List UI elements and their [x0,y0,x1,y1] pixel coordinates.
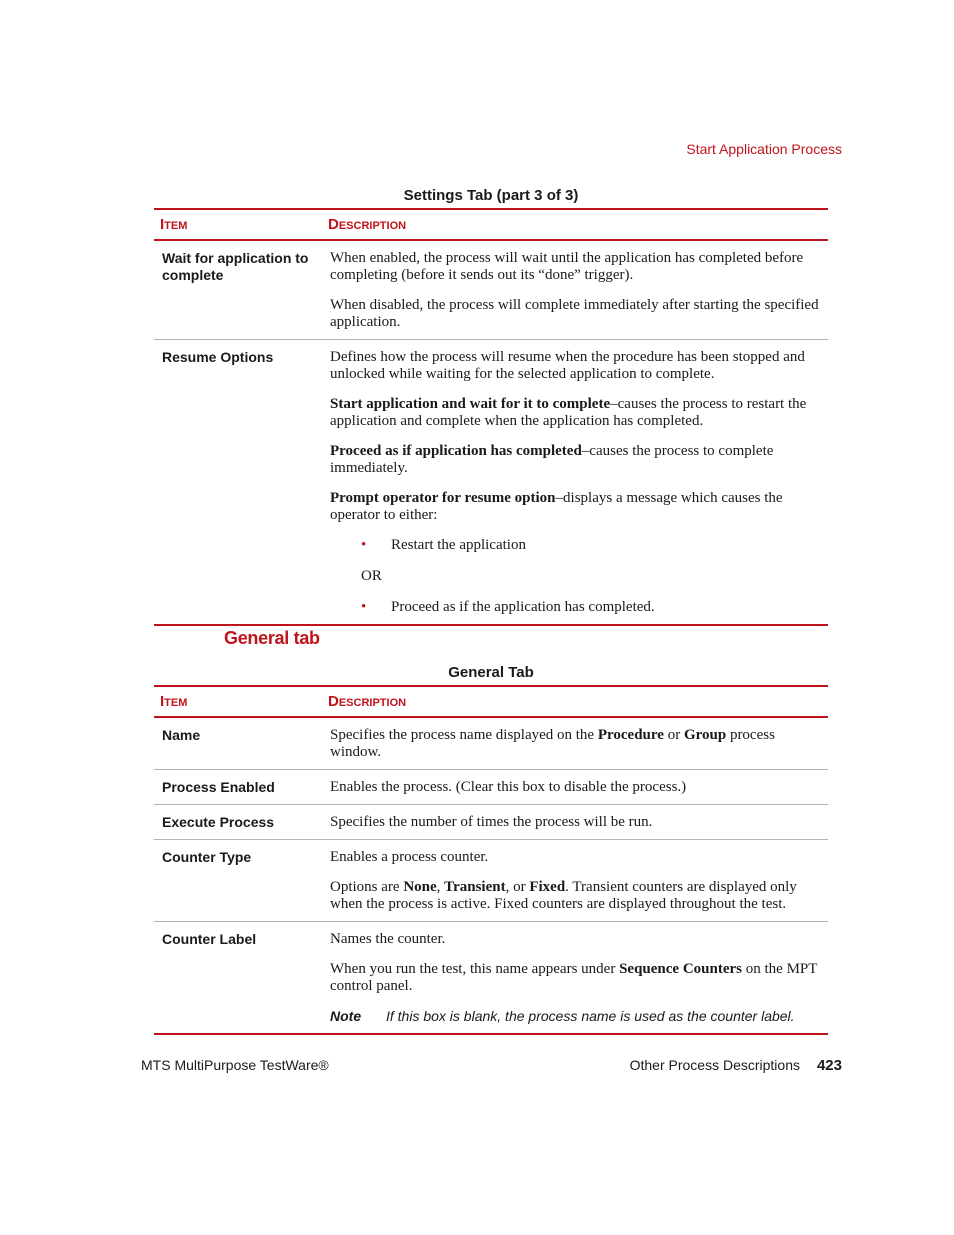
bullet-icon: • [361,537,367,553]
column-header-item: ITEM [154,209,322,240]
page-number: 423 [816,1057,842,1074]
list-item: • Proceed as if the application has completed. [361,599,655,615]
row-item: Resume Options [154,340,322,626]
note [330,1008,820,1025]
row-description: Specifies the number of times the process will be run. [322,805,828,840]
row-item: Name [154,717,322,770]
general-table [154,685,828,1035]
note-text: If this box is blank, the process name is used as the counter label. [386,1008,795,1024]
table-caption-settings: Settings Tab (part 3 of 3) [403,187,579,204]
table-row [154,717,828,770]
row-item: Wait for application to complete [154,240,322,340]
running-header: Start Application Process [686,141,842,157]
list-item: • Restart the application [361,537,526,553]
table-row [154,805,828,840]
settings-table [154,208,828,626]
table-row [154,922,828,1035]
table-row [154,240,828,340]
footer-product: MTS MultiPurpose TestWare® [141,1057,329,1073]
row-item: Execute Process [154,805,322,840]
table-row [154,840,828,922]
bullet-icon: • [361,599,367,615]
table-row [154,770,828,805]
note-label: Note [330,1008,362,1024]
row-item: Counter Label [154,922,322,1035]
row-description: When enabled, the process will wait until the application has completed before completing (before it sends out its “done” trigger). When disabled, the process will complete immediately after starting the specified application. [322,240,828,340]
column-header-description: DESCRIPTION [322,686,828,717]
column-header-item: ITEM [154,686,322,717]
row-description: Enables the process. (Clear this box to disable the process.) [322,770,828,805]
row-item: Process Enabled [154,770,322,805]
table-row [154,340,828,626]
column-header-description: DESCRIPTION [322,209,828,240]
row-item: Counter Type [154,840,322,922]
row-description: Defines how the process will resume when the procedure has been stopped and unlocked while waiting for the selected application to complete. Start application and wait for it to complete–causes the process to restart the application and complete when the application has completed. Proceed as if application has completed–causes the process to complete immediately. Prompt operator for resume option–displays a message which causes the operator to either: • Restart the application OR • Proceed as if the application has completed. [322,340,828,626]
footer-chapter: Other Process Descriptions [629,1057,800,1073]
row-description: Specifies the process name displayed on the Procedure or Group process window. [322,717,828,770]
or-text: OR [361,568,382,584]
table-caption-general: General Tab [448,664,534,681]
row-description: Names the counter. When you run the test, this name appears under Sequence Counters on the MPT control panel. Note If this box is blank, the process name is used as the counter label. [322,922,828,1035]
section-heading: General tab [224,628,320,648]
row-description: Enables a process counter. Options are None, Transient, or Fixed. Transient counters are displayed only when the process is active. Fixed counters are displayed throughout the test. [322,840,828,922]
